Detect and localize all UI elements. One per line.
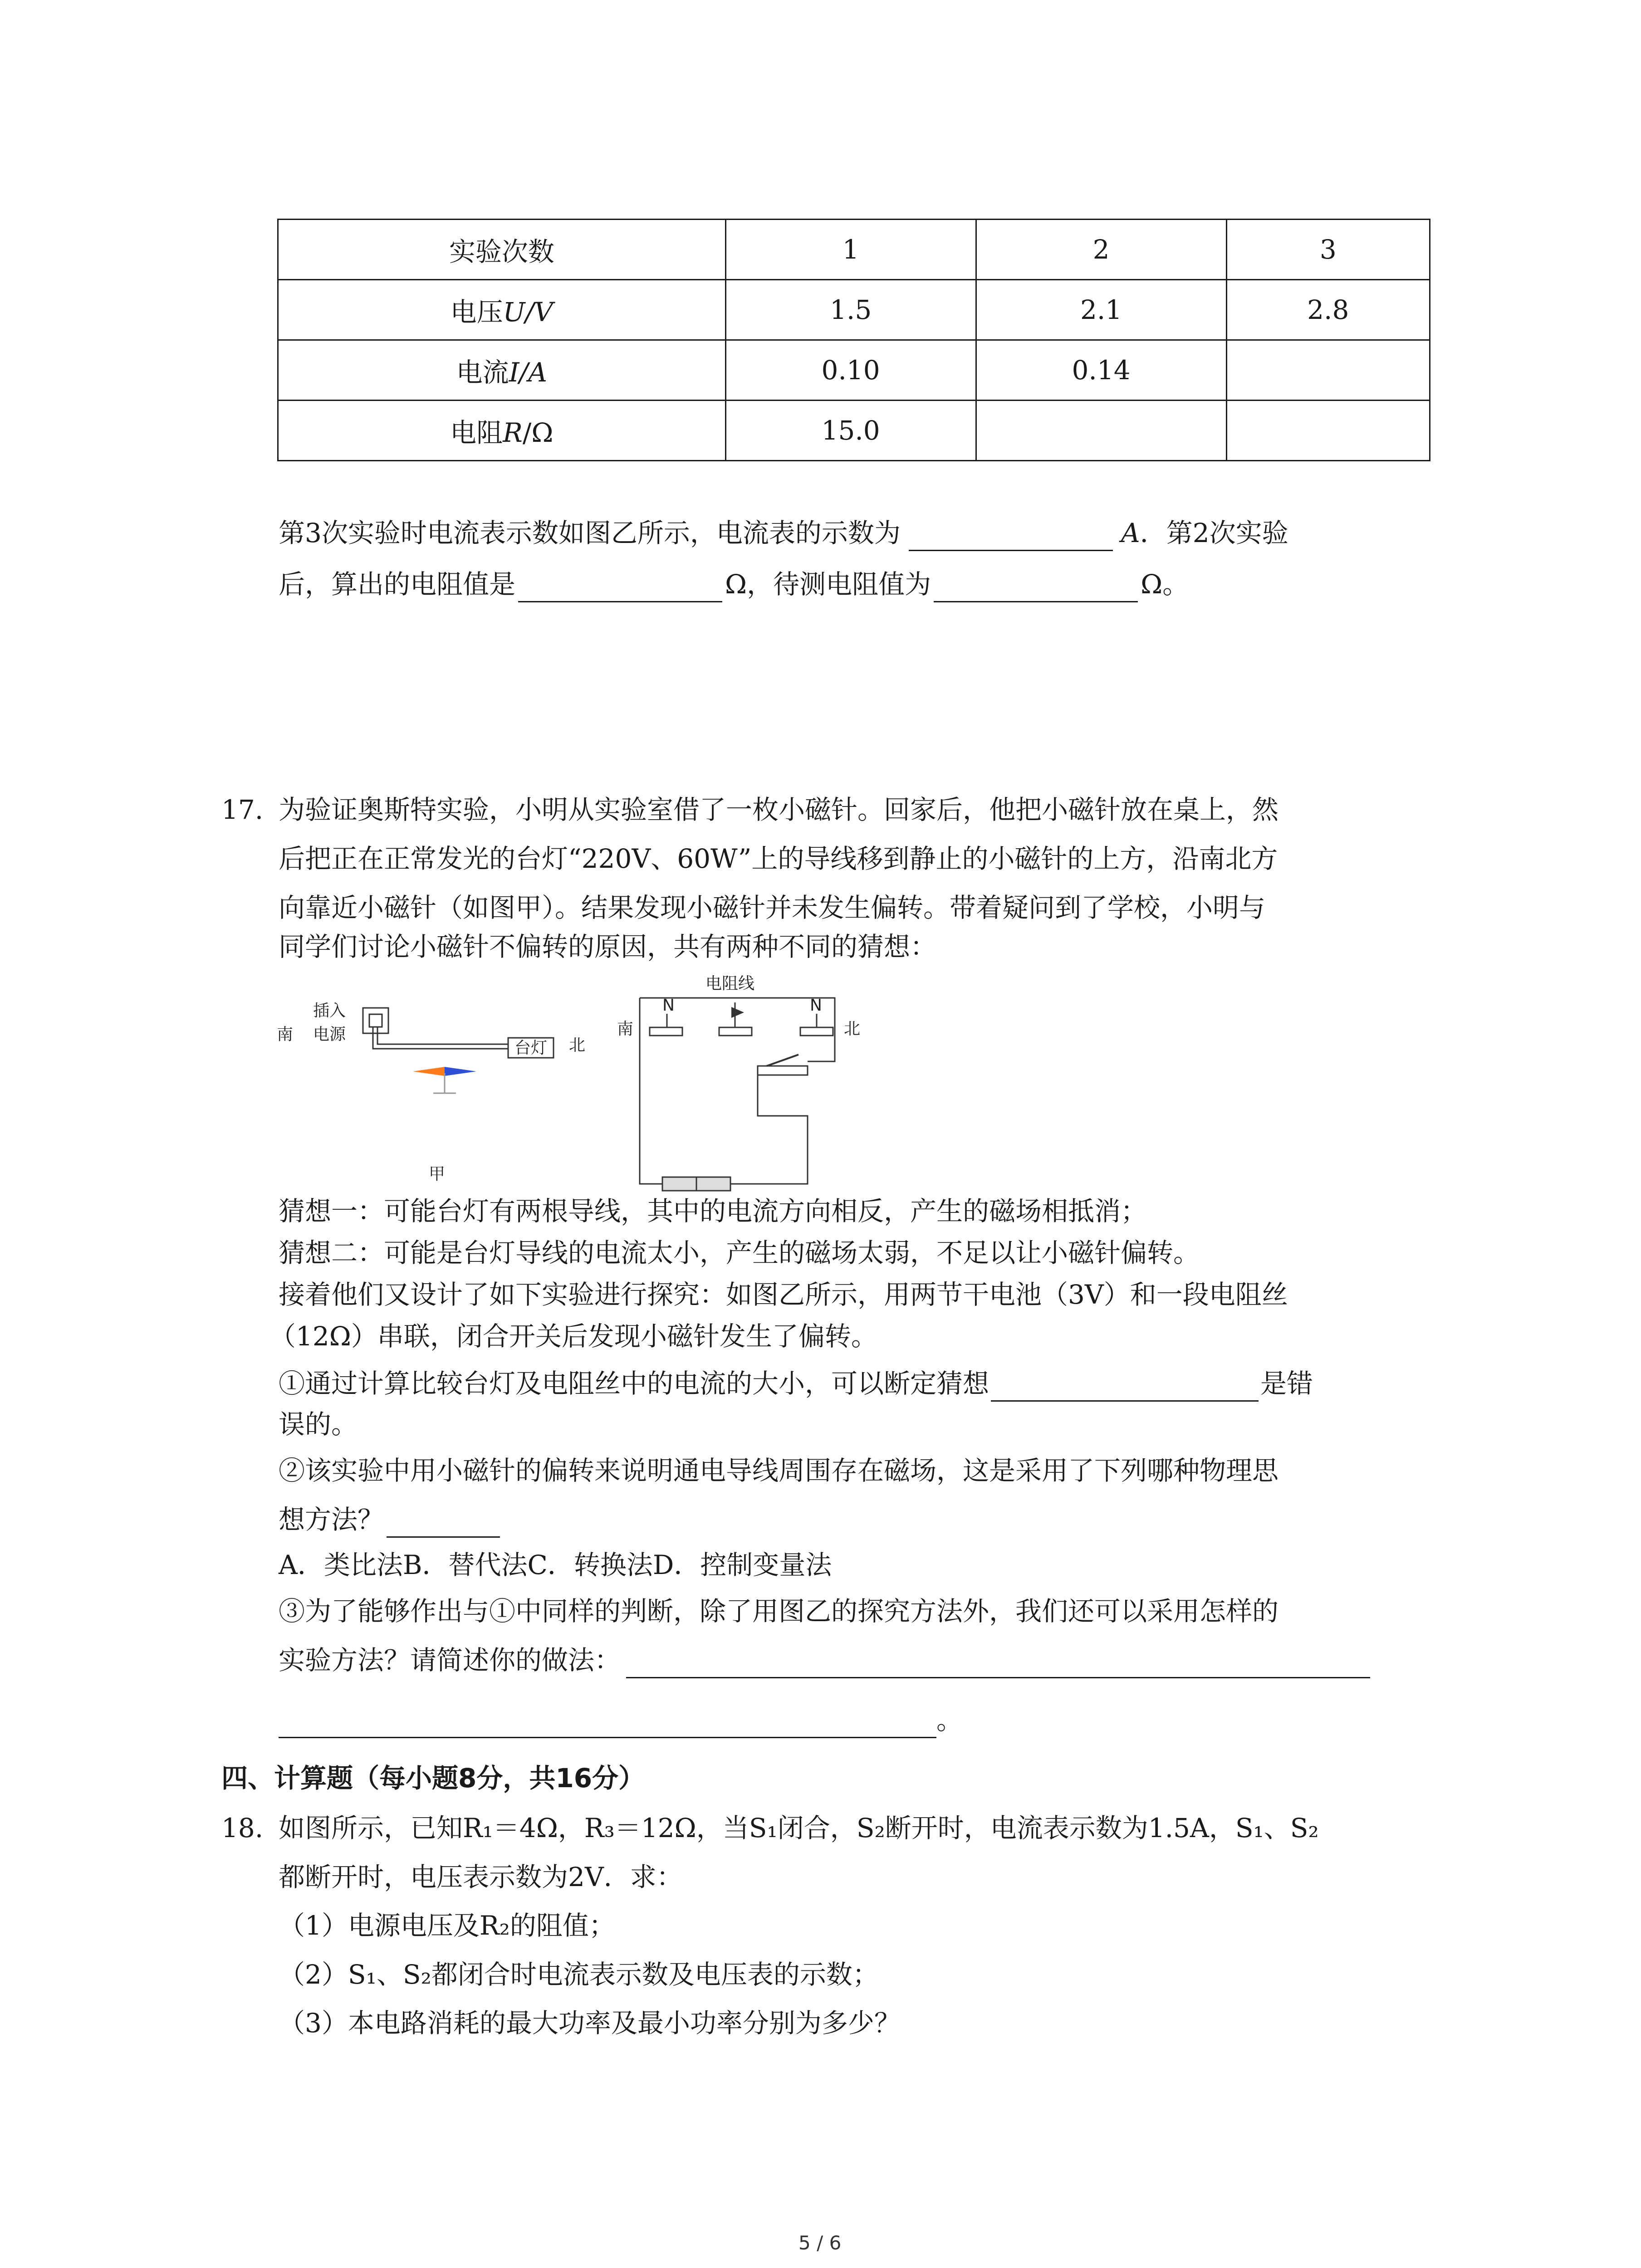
needle-base-right	[800, 1027, 833, 1036]
q16-line1: 第3次实验时电流表示数如图乙所示，电流表的示数为 A．第2次实验	[279, 515, 1288, 551]
options-line: A．类比法B．替代法C．转换法D．控制变量法	[279, 1549, 832, 1580]
sub-question-3-answer-line: 。	[279, 1702, 963, 1738]
q17-paragraph-line: 接着他们又设计了如下实验进行探究：如图乙所示，用两节干电池（3V）和一段电阻丝	[279, 1279, 1288, 1310]
q17-paragraph-line: 后把正在正常发光的台灯“220V、60W”上的导线移到静止的小磁针的上方，沿南北方	[279, 843, 1278, 874]
compass-needle	[731, 1007, 744, 1018]
figure-yi	[608, 971, 862, 1193]
guess-1: 猜想一：可能台灯有两根导线，其中的电流方向相反，产生的磁场相抵消；	[279, 1196, 1147, 1227]
q18-subquestion: （2）S₁、S₂都闭合时电流表示数及电压表的示数；	[279, 1959, 879, 1990]
compass-needle-south	[413, 1067, 445, 1076]
switch-base	[758, 1066, 808, 1075]
table-row	[278, 280, 1430, 340]
table-cell	[1226, 401, 1430, 461]
circuit-wire	[640, 998, 808, 1184]
fig-yi-south-label: 南	[617, 1020, 634, 1038]
table-row	[278, 401, 1430, 461]
fig-jia-north-label: 北	[569, 1036, 586, 1055]
table-cell: 2.8	[1226, 280, 1430, 340]
row-label: 电阻R/Ω	[278, 401, 726, 461]
answer-blank[interactable]	[991, 1373, 1259, 1402]
fig-jia-lamp-label: 台灯	[514, 1039, 548, 1057]
answer-blank[interactable]	[934, 574, 1138, 602]
q17-paragraph-line: 向靠近小磁针（如图甲）。结果发现小磁针并未发生偏转。带着疑问到了学校，小明与	[279, 892, 1266, 923]
experiment-table	[277, 219, 1430, 461]
table-cell: 15.0	[725, 401, 976, 461]
sub-question-3: ③为了能够作出与①中同样的判断，除了用图乙的探究方法外，我们还可以采用怎样的	[279, 1596, 1279, 1627]
lamp-wire	[377, 1027, 508, 1044]
table-header-cell: 3	[1226, 220, 1430, 280]
needle-base-middle	[719, 1027, 752, 1036]
sub-question-2-cont: 想方法？	[279, 1501, 500, 1538]
q17-paragraph-line: （12Ω）串联，闭合开关后发现小磁针发生了偏转。	[269, 1321, 877, 1352]
fig-jia-caption: 甲	[429, 1165, 446, 1183]
switch-lever	[767, 1055, 798, 1066]
q17-paragraph-line: 为验证奥斯特实验，小明从实验室借了一枚小磁针。回家后，他把小磁针放在桌上，然	[279, 794, 1279, 825]
answer-blank[interactable]	[387, 1509, 500, 1538]
table-cell	[1226, 340, 1430, 401]
figure-jia	[254, 989, 617, 1188]
q18-number: 18.	[221, 1813, 264, 1843]
guess-2: 猜想二：可能是台灯导线的电流太小，产生的磁场太弱，不足以让小磁针偏转。	[279, 1237, 1200, 1268]
table-row	[278, 340, 1430, 401]
q16-line2: 后，算出的电阻值是 Ω，待测电阻值为 Ω。	[279, 566, 1189, 602]
fig-yi-wire-label: 电阻线	[705, 974, 755, 993]
answer-blank[interactable]	[626, 1650, 1370, 1678]
socket	[363, 1008, 388, 1033]
sub-question-3-cont: 实验方法？请简述你的做法：	[279, 1642, 1370, 1678]
q18-subquestion: （3）本电路消耗的最大功率及最小功率分别为多少？	[279, 2008, 901, 2038]
table-header-cell: 实验次数	[278, 220, 726, 280]
sub-question-1-cont: 误的。	[279, 1409, 358, 1440]
q18-line: 如图所示，已知R₁＝4Ω，R₃＝12Ω，当S₁闭合，S₂断开时，电流表示数为1.5A，S₁、S₂	[279, 1813, 1319, 1843]
fig-jia-south-label: 南	[277, 1025, 294, 1044]
fig-jia-power-label: 电源	[313, 1025, 346, 1044]
q17-number: 17.	[221, 794, 264, 825]
sub-question-2: ②该实验中用小磁针的偏转来说明通电导线周围存在磁场，这是采用了下列哪种物理思	[279, 1455, 1279, 1486]
needle-n-label: N	[662, 996, 675, 1015]
row-label: 电压U/V	[278, 280, 726, 340]
q17-paragraph-line: 同学们讨论小磁针不偏转的原因，共有两种不同的猜想：	[279, 931, 937, 962]
table-cell: 2.1	[976, 280, 1226, 340]
section-heading: 四、计算题（每小题8分，共16分）	[221, 1763, 645, 1794]
row-label: 电流I/A	[278, 340, 726, 401]
table-cell: 0.10	[725, 340, 976, 401]
q18-line: 都断开时，电压表示数为2V．求：	[279, 1862, 683, 1892]
table-cell	[976, 401, 1226, 461]
table-cell: 0.14	[976, 340, 1226, 401]
compass-needle-north	[445, 1067, 476, 1076]
lamp-wire	[373, 1027, 508, 1049]
sub-question-1: ①通过计算比较台灯及电阻丝中的电流的大小，可以断定猜想 是错	[279, 1365, 1313, 1402]
table-header-cell: 1	[725, 220, 976, 280]
answer-blank[interactable]	[909, 523, 1113, 551]
fig-jia-plug-label: 插入	[313, 1002, 346, 1020]
fig-yi-north-label: 北	[844, 1020, 861, 1038]
q18-subquestion: （1）电源电压及R₂的阻值；	[279, 1910, 615, 1941]
table-header-cell: 2	[976, 220, 1226, 280]
needle-base-left	[650, 1027, 682, 1036]
table-header-row	[278, 220, 1430, 280]
answer-blank[interactable]	[279, 1710, 936, 1738]
answer-blank[interactable]	[518, 574, 722, 602]
table-cell: 1.5	[725, 280, 976, 340]
socket-plug	[369, 1014, 382, 1027]
needle-n-label: N	[810, 996, 822, 1015]
page-number: 5 / 6	[798, 2232, 842, 2254]
